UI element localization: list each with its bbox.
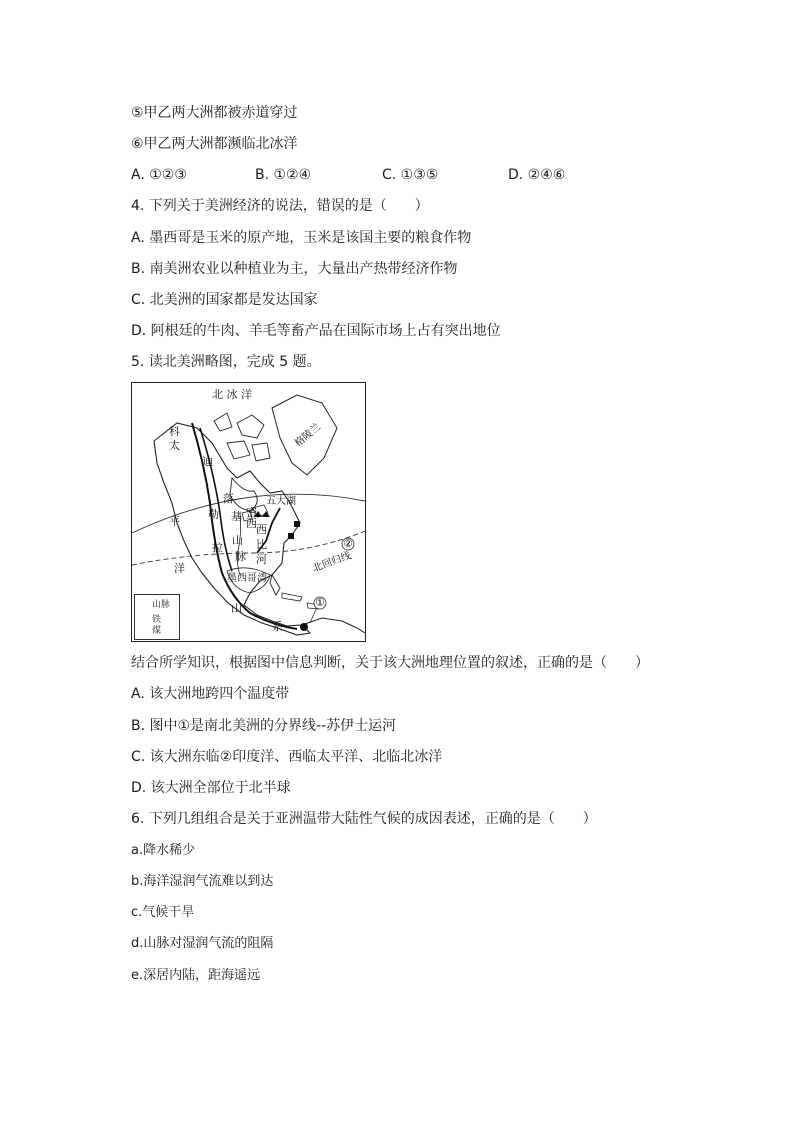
q6-item-b: b.海洋湿润气流难以到达 (131, 874, 274, 889)
q4-option-c: C. 北美洲的国家都是发达国家 (131, 292, 318, 308)
label-luo: 落 (223, 492, 234, 505)
q3-option-a: A. ①②③ (131, 167, 187, 183)
north-america-map (131, 382, 366, 642)
q3-item-6: ⑥甲乙两大洲都濒临北冰洋 (131, 136, 298, 152)
label-di: 迪 (202, 455, 213, 468)
q4-stem: 4. 下列关于美洲经济的说法，错误的是（ ） (131, 198, 429, 214)
legend-coal: 煤 (152, 626, 162, 636)
label-arctic-ocean: 北 冰 洋 (212, 388, 252, 401)
legend-mountain: 山脉 (152, 600, 171, 610)
q5-option-c: C. 该大洲东临②印度洋、西临太平洋、北临北冰洋 (131, 749, 443, 765)
q5-option-d: D. 该大洲全部位于北半球 (131, 780, 291, 796)
label-mi: 密 (246, 506, 257, 519)
label-gulf-of-mexico: 墨西哥湾 (227, 573, 267, 584)
label-le: 勒 (208, 508, 219, 521)
q4-option-b: B. 南美洲农业以种植业为主，大量出产热带经济作物 (131, 261, 458, 277)
q4-option-d: D. 阿根廷的牛肉、羊毛等畜产品在国际市场上占有突出地位 (131, 323, 501, 339)
q5-question: 结合所学知识，根据图中信息判断，关于该大洲地理位置的叙述，正确的是（ ） (131, 655, 649, 671)
q3-option-b: B. ①②④ (255, 167, 312, 183)
q6-item-d: d.山脉对湿润气流的阻隔 (131, 936, 274, 951)
label-circle-1: ① (315, 596, 325, 609)
label-ji: 基 (231, 510, 242, 523)
label-tropic-of-cancer: 北回归线 (311, 550, 353, 575)
label-yang: 洋 (174, 562, 185, 575)
q6-item-e: e.深居内陆，距海遥远 (131, 968, 261, 983)
q6-item-a: a.降水稀少 (131, 843, 196, 858)
label-ping: 平 (169, 515, 180, 528)
label-xi: 西 (246, 517, 257, 530)
label-circle-2: ② (343, 537, 353, 550)
q5-option-b: B. 图中①是南北美洲的分界线--苏伊士运河 (131, 718, 397, 734)
q3-item-5: ⑤甲乙两大洲都被赤道穿过 (131, 105, 298, 121)
label-la: 拉 (212, 541, 223, 554)
label-great-lakes: 五大湖 (266, 496, 296, 507)
legend-iron: 铁 (152, 615, 162, 625)
q5-stem: 5. 读北美洲略图，完成 5 题。 (131, 354, 321, 370)
label-mai: 脉 (235, 550, 246, 563)
label-he: 河 (256, 553, 267, 566)
q4-option-a: A. 墨西哥是玉米的原产地，玉米是该国主要的粮食作物 (131, 230, 472, 246)
q6-item-c: c.气候干旱 (131, 905, 195, 920)
label-shan-2: 山 (231, 602, 242, 615)
q3-options (131, 165, 565, 185)
label-bi: 比 (256, 538, 267, 551)
map-legend (134, 594, 180, 640)
label-shan: 山 (232, 534, 243, 547)
label-greenland: 格陵兰 (292, 421, 324, 450)
label-tai: 太 (169, 439, 180, 452)
q3-option-c: C. ①③⑤ (382, 167, 439, 183)
q3-option-d: D. ②④⑥ (508, 167, 566, 183)
label-xi-system: 系 (272, 620, 283, 633)
q6-stem: 6. 下列几组组合是关于亚洲温带大陆性气候的成因表述，正确的是（ ） (131, 811, 597, 827)
q5-option-a: A. 该大洲地跨四个温度带 (131, 686, 290, 702)
label-xi-2: 西 (256, 523, 267, 536)
label-ke: 科 (169, 425, 180, 438)
